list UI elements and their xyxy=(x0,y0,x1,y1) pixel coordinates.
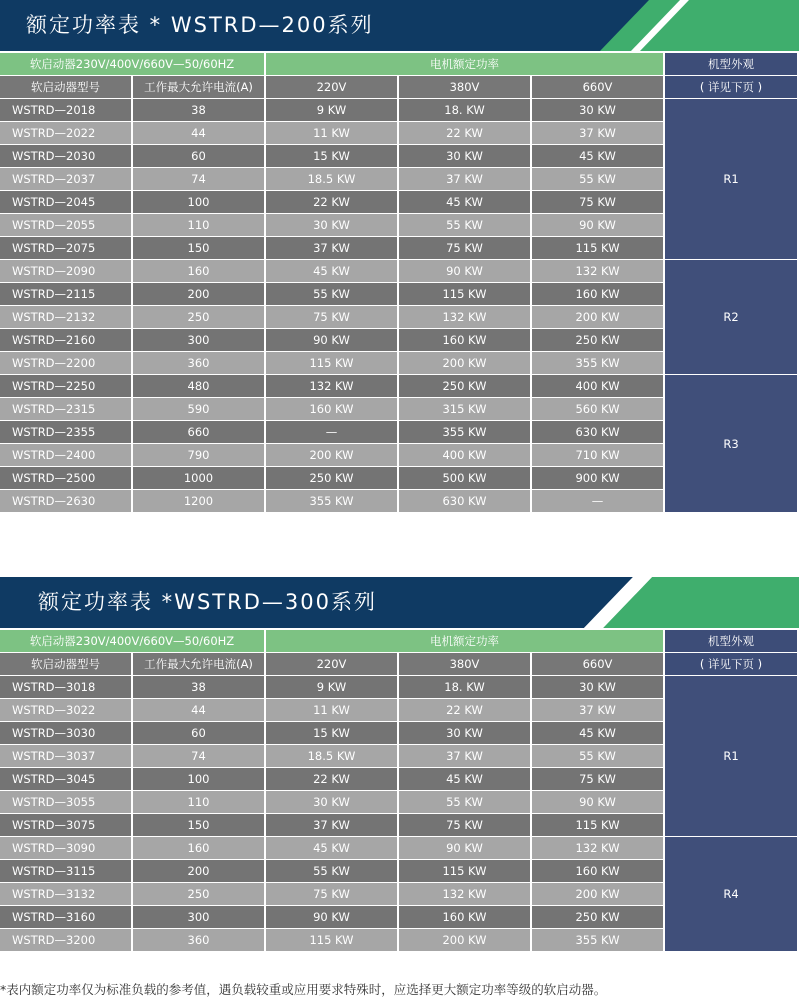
power-660v-cell: 55 KW xyxy=(532,745,663,767)
power-660v-cell: 560 KW xyxy=(532,398,663,420)
current-cell: 360 xyxy=(133,929,264,951)
power-660v-cell: 37 KW xyxy=(532,122,663,144)
power-660v-cell: 160 KW xyxy=(532,860,663,882)
header-voltage-spec: 软启动器230V/400V/660V—50/60HZ xyxy=(0,53,264,75)
power-220v-cell: 22 KW xyxy=(266,768,397,790)
power-380v-cell: 30 KW xyxy=(399,722,530,744)
current-cell: 300 xyxy=(133,906,264,928)
header-voltage-spec: 软启动器230V/400V/660V—50/60HZ xyxy=(0,630,264,652)
current-cell: 250 xyxy=(133,306,264,328)
power-380v-cell: 45 KW xyxy=(399,191,530,213)
power-660v-cell: 355 KW xyxy=(532,352,663,374)
model-cell: WSTRD—3200 xyxy=(0,929,131,951)
power-380v-cell: 355 KW xyxy=(399,421,530,443)
model-cell: WSTRD—2055 xyxy=(0,214,131,236)
model-cell: WSTRD—2030 xyxy=(0,145,131,167)
header-220v: 220V xyxy=(266,653,397,675)
power-220v-cell: 45 KW xyxy=(266,260,397,282)
power-380v-cell: 37 KW xyxy=(399,745,530,767)
power-380v-cell: 18. KW xyxy=(399,676,530,698)
power-220v-cell: 18.5 KW xyxy=(266,745,397,767)
power-660v-cell: 115 KW xyxy=(532,237,663,259)
current-cell: 74 xyxy=(133,745,264,767)
power-220v-cell: 355 KW xyxy=(266,490,397,512)
power-220v-cell: 15 KW xyxy=(266,722,397,744)
power-380v-cell: 400 KW xyxy=(399,444,530,466)
current-cell: 160 xyxy=(133,260,264,282)
current-cell: 44 xyxy=(133,122,264,144)
power-380v-cell: 315 KW xyxy=(399,398,530,420)
current-cell: 1000 xyxy=(133,467,264,489)
power-220v-cell: 11 KW xyxy=(266,699,397,721)
header-380v: 380V xyxy=(399,653,530,675)
current-cell: 60 xyxy=(133,145,264,167)
power-380v-cell: 160 KW xyxy=(399,329,530,351)
power-220v-cell: 22 KW xyxy=(266,191,397,213)
power-220v-cell: 37 KW xyxy=(266,237,397,259)
model-cell: WSTRD—2355 xyxy=(0,421,131,443)
model-cell: WSTRD—2160 xyxy=(0,329,131,351)
power-220v-cell: 45 KW xyxy=(266,837,397,859)
header-660v: 660V xyxy=(532,76,663,98)
model-cell: WSTRD—3160 xyxy=(0,906,131,928)
model-cell: WSTRD—3055 xyxy=(0,791,131,813)
power-380v-cell: 45 KW xyxy=(399,768,530,790)
model-cell: WSTRD—3030 xyxy=(0,722,131,744)
power-660v-cell: 200 KW xyxy=(532,883,663,905)
model-cell: WSTRD—2132 xyxy=(0,306,131,328)
current-cell: 480 xyxy=(133,375,264,397)
model-cell: WSTRD—2045 xyxy=(0,191,131,213)
power-660v-cell: 132 KW xyxy=(532,837,663,859)
power-380v-cell: 22 KW xyxy=(399,699,530,721)
power-660v-cell: 55 KW xyxy=(532,168,663,190)
power-220v-cell: 18.5 KW xyxy=(266,168,397,190)
power-220v-cell: 115 KW xyxy=(266,352,397,374)
header-current: 工作最大允许电流(A) xyxy=(133,653,264,675)
model-cell: WSTRD—3075 xyxy=(0,814,131,836)
model-cell: WSTRD—2400 xyxy=(0,444,131,466)
table-row xyxy=(0,837,797,859)
power-220v-cell: 115 KW xyxy=(266,929,397,951)
header-appearance: 机型外观 xyxy=(665,630,797,652)
current-cell: 200 xyxy=(133,283,264,305)
model-cell: WSTRD—2200 xyxy=(0,352,131,374)
model-cell: WSTRD—3018 xyxy=(0,676,131,698)
header-220v: 220V xyxy=(266,76,397,98)
model-cell: WSTRD—2500 xyxy=(0,467,131,489)
power-220v-cell: — xyxy=(266,421,397,443)
model-cell: WSTRD—3115 xyxy=(0,860,131,882)
power-380v-cell: 90 KW xyxy=(399,260,530,282)
header-group-row xyxy=(0,53,797,75)
power-220v-cell: 250 KW xyxy=(266,467,397,489)
current-cell: 160 xyxy=(133,837,264,859)
header-motor-power: 电机额定功率 xyxy=(266,630,663,652)
power-660v-cell: 115 KW xyxy=(532,814,663,836)
model-cell: WSTRD—2090 xyxy=(0,260,131,282)
power-380v-cell: 200 KW xyxy=(399,929,530,951)
section-title: 额定功率表 *WSTRD—300系列 xyxy=(38,590,377,614)
model-cell: WSTRD—2630 xyxy=(0,490,131,512)
power-660v-cell: 710 KW xyxy=(532,444,663,466)
current-cell: 590 xyxy=(133,398,264,420)
power-660v-cell: — xyxy=(532,490,663,512)
header-appearance: 机型外观 xyxy=(665,53,797,75)
model-cell: WSTRD—3090 xyxy=(0,837,131,859)
power-380v-cell: 250 KW xyxy=(399,375,530,397)
power-220v-cell: 30 KW xyxy=(266,214,397,236)
header-group-row xyxy=(0,630,797,652)
frame-type-cell: R3 xyxy=(665,375,797,512)
current-cell: 360 xyxy=(133,352,264,374)
model-cell: WSTRD—2115 xyxy=(0,283,131,305)
current-cell: 60 xyxy=(133,722,264,744)
power-220v-cell: 15 KW xyxy=(266,145,397,167)
header-column-row xyxy=(0,76,797,98)
header-current: 工作最大允许电流(A) xyxy=(133,76,264,98)
power-660v-cell: 75 KW xyxy=(532,191,663,213)
header-column-row xyxy=(0,653,797,675)
power-220v-cell: 9 KW xyxy=(266,676,397,698)
power-660v-cell: 30 KW xyxy=(532,99,663,121)
power-220v-cell: 90 KW xyxy=(266,906,397,928)
power-660v-cell: 75 KW xyxy=(532,768,663,790)
header-model: 软启动器型号 xyxy=(0,653,131,675)
header-model: 软启动器型号 xyxy=(0,76,131,98)
model-cell: WSTRD—2037 xyxy=(0,168,131,190)
table-body xyxy=(0,676,797,951)
power-380v-cell: 75 KW xyxy=(399,814,530,836)
power-660v-cell: 160 KW xyxy=(532,283,663,305)
current-cell: 38 xyxy=(133,99,264,121)
power-220v-cell: 75 KW xyxy=(266,883,397,905)
section-title: 额定功率表 * WSTRD—200系列 xyxy=(26,13,374,37)
power-220v-cell: 132 KW xyxy=(266,375,397,397)
header-660v: 660V xyxy=(532,653,663,675)
power-380v-cell: 160 KW xyxy=(399,906,530,928)
section-banner xyxy=(0,0,799,51)
current-cell: 150 xyxy=(133,814,264,836)
power-220v-cell: 160 KW xyxy=(266,398,397,420)
power-220v-cell: 55 KW xyxy=(266,860,397,882)
current-cell: 200 xyxy=(133,860,264,882)
current-cell: 1200 xyxy=(133,490,264,512)
power-380v-cell: 37 KW xyxy=(399,168,530,190)
power-380v-cell: 22 KW xyxy=(399,122,530,144)
power-380v-cell: 132 KW xyxy=(399,883,530,905)
frame-type-cell: R1 xyxy=(665,676,797,836)
power-660v-cell: 900 KW xyxy=(532,467,663,489)
frame-type-cell: R2 xyxy=(665,260,797,374)
header-see-next-page: ( 详见下页 ) xyxy=(665,653,797,675)
section-wstrd-300 xyxy=(0,577,799,947)
header-380v: 380V xyxy=(399,76,530,98)
footnote: *表内额定功率仅为标准负载的参考值，遇负载较重或应用要求特殊时，应选择更大额定功率等级的软启动器。 xyxy=(0,982,607,997)
current-cell: 300 xyxy=(133,329,264,351)
header-motor-power: 电机额定功率 xyxy=(266,53,663,75)
power-660v-cell: 45 KW xyxy=(532,145,663,167)
current-cell: 100 xyxy=(133,768,264,790)
current-cell: 100 xyxy=(133,191,264,213)
power-660v-cell: 37 KW xyxy=(532,699,663,721)
power-660v-cell: 90 KW xyxy=(532,214,663,236)
power-220v-cell: 9 KW xyxy=(266,99,397,121)
power-380v-cell: 55 KW xyxy=(399,214,530,236)
model-cell: WSTRD—3132 xyxy=(0,883,131,905)
power-380v-cell: 630 KW xyxy=(399,490,530,512)
model-cell: WSTRD—2075 xyxy=(0,237,131,259)
current-cell: 44 xyxy=(133,699,264,721)
model-cell: WSTRD—2018 xyxy=(0,99,131,121)
power-660v-cell: 250 KW xyxy=(532,906,663,928)
current-cell: 660 xyxy=(133,421,264,443)
current-cell: 110 xyxy=(133,791,264,813)
current-cell: 74 xyxy=(133,168,264,190)
power-380v-cell: 500 KW xyxy=(399,467,530,489)
current-cell: 38 xyxy=(133,676,264,698)
power-220v-cell: 200 KW xyxy=(266,444,397,466)
model-cell: WSTRD—2315 xyxy=(0,398,131,420)
power-660v-cell: 250 KW xyxy=(532,329,663,351)
frame-type-cell: R1 xyxy=(665,99,797,259)
power-660v-cell: 90 KW xyxy=(532,791,663,813)
current-cell: 150 xyxy=(133,237,264,259)
header-see-next-page: ( 详见下页 ) xyxy=(665,76,797,98)
table-row xyxy=(0,375,797,397)
table-row xyxy=(0,99,797,121)
current-cell: 250 xyxy=(133,883,264,905)
power-660v-cell: 132 KW xyxy=(532,260,663,282)
power-380v-cell: 75 KW xyxy=(399,237,530,259)
power-660v-cell: 400 KW xyxy=(532,375,663,397)
power-220v-cell: 75 KW xyxy=(266,306,397,328)
power-380v-cell: 132 KW xyxy=(399,306,530,328)
section-banner xyxy=(0,577,799,628)
power-380v-cell: 90 KW xyxy=(399,837,530,859)
current-cell: 110 xyxy=(133,214,264,236)
table-row xyxy=(0,676,797,698)
power-380v-cell: 115 KW xyxy=(399,283,530,305)
power-220v-cell: 37 KW xyxy=(266,814,397,836)
power-220v-cell: 11 KW xyxy=(266,122,397,144)
model-cell: WSTRD—3022 xyxy=(0,699,131,721)
frame-type-cell: R4 xyxy=(665,837,797,951)
power-660v-cell: 355 KW xyxy=(532,929,663,951)
power-220v-cell: 90 KW xyxy=(266,329,397,351)
model-cell: WSTRD—3037 xyxy=(0,745,131,767)
power-660v-cell: 30 KW xyxy=(532,676,663,698)
power-660v-cell: 45 KW xyxy=(532,722,663,744)
power-380v-cell: 18. KW xyxy=(399,99,530,121)
power-660v-cell: 630 KW xyxy=(532,421,663,443)
power-660v-cell: 200 KW xyxy=(532,306,663,328)
current-cell: 790 xyxy=(133,444,264,466)
model-cell: WSTRD—2022 xyxy=(0,122,131,144)
table-row xyxy=(0,260,797,282)
power-380v-cell: 200 KW xyxy=(399,352,530,374)
power-220v-cell: 55 KW xyxy=(266,283,397,305)
power-380v-cell: 30 KW xyxy=(399,145,530,167)
model-cell: WSTRD—2250 xyxy=(0,375,131,397)
model-cell: WSTRD—3045 xyxy=(0,768,131,790)
power-table xyxy=(0,52,799,513)
table-body xyxy=(0,99,797,512)
power-380v-cell: 115 KW xyxy=(399,860,530,882)
power-220v-cell: 30 KW xyxy=(266,791,397,813)
power-380v-cell: 55 KW xyxy=(399,791,530,813)
power-table xyxy=(0,629,799,952)
